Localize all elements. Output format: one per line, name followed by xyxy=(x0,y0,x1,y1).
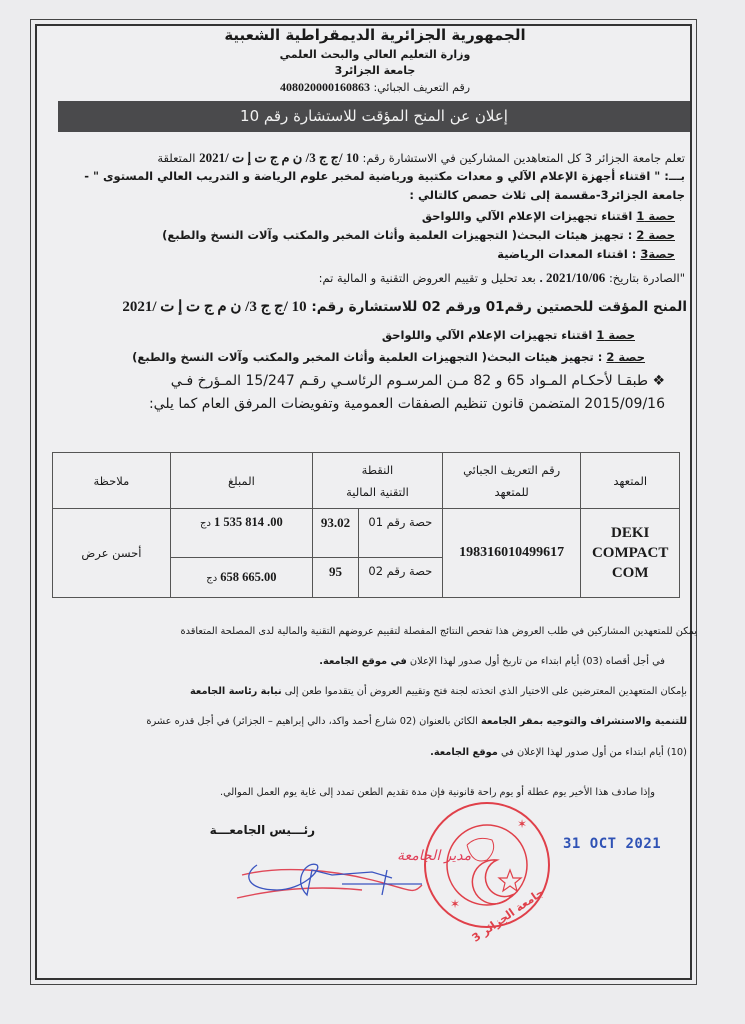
seal-text: جامعة الجزائر 3 xyxy=(469,885,547,945)
intro-line-1 xyxy=(157,150,685,166)
amount-cell xyxy=(170,509,312,558)
tax-id xyxy=(180,80,570,95)
republic-title: الجمهورية الجزائرية الديمقراطية الشعبية xyxy=(224,26,526,44)
header-amount xyxy=(170,453,312,509)
header-text: رقم التعريف الجبائي xyxy=(463,462,561,477)
header-text: للمتعهد xyxy=(494,484,529,499)
para2-line3 xyxy=(430,747,687,758)
lot-text: اقتناء تجهيزات الإعلام الآلي واللواحق xyxy=(421,209,633,223)
lot-text: : تجهيز هيئات البحث( التجهيزات العلمية وأثاث المخبر والمكتب وآلات النسخ والطبع) xyxy=(132,350,603,364)
currency: دج xyxy=(206,573,218,584)
tax-id-value: 408020000160863 xyxy=(279,80,370,94)
para-text: بإمكان المتعهدين المعترضين على الاختيار الذي اتخذته لجنة فتح وتقييم العروض أن يتقدموا طعن إلى xyxy=(284,686,687,697)
intro-text-end: المتعلقة xyxy=(157,151,196,165)
header-note xyxy=(53,453,171,509)
amount-cell xyxy=(170,558,312,598)
header-text: التقنية المالية xyxy=(346,484,409,499)
para3: وإذا صادف هذا الأخير يوم عطلة أو يوم راحة قانونية فإن مدة تقديم الطعن تمدد إلى غاية يوم العمل الموالي. xyxy=(219,787,655,798)
university-name: جامعة الجزائر3 xyxy=(334,64,416,77)
intro-line-3: جامعة الجزائر3-مقسمة إلى ثلاث حصص كالتالي : xyxy=(409,188,685,202)
date-stamp: 31 OCT 2021 xyxy=(563,836,662,852)
announcement-banner: إعلان عن المنح المؤقت للاستشارة رقم 10 xyxy=(58,101,690,132)
issued-prefix: "الصادرة بتاريخ: xyxy=(608,271,685,285)
intro-lot-1 xyxy=(422,209,675,223)
award-lot-2 xyxy=(132,350,645,364)
currency: دج xyxy=(200,518,211,529)
para-text: الكائن بالعنوان (02 شارع أحمد واكد، دالي إبراهيم – الجزائر) في أجل قدره عشرة xyxy=(146,716,478,727)
lot-label: حصة 1 xyxy=(596,328,635,342)
signature-title: رئـــيس الجامعـــة xyxy=(209,823,315,837)
para2-line1 xyxy=(190,686,687,697)
lot-label: حصة 2 xyxy=(606,350,645,364)
header-text: المتعهد xyxy=(613,473,648,488)
svg-text:مدير الجامعة: مدير الجامعة xyxy=(397,848,472,864)
intro-line-2: بـــ: " اقتناء أجهزة الإعلام الآلي و معدات مكتبية ورياضية لمخبر علوم الرياضة و التدريب العالي المستوى " - xyxy=(84,169,685,183)
amount-value: 658 665.00 xyxy=(220,570,277,584)
score-cell: 93.02 xyxy=(313,509,359,558)
header-text: المبلغ xyxy=(228,473,255,488)
lot-text: : اقتناء المعدات الرياضية xyxy=(497,247,637,261)
bidder-name: COMPACT xyxy=(591,545,669,561)
para2-line2 xyxy=(146,716,687,727)
legal-line-2: 2015/09/16 المتضمن قانون تنظيم الصفقات العمومية وتفويضات المرفق العام كما يلي: xyxy=(148,396,665,412)
handwritten-signature xyxy=(222,840,472,906)
award-title-text: المنح المؤقت للحصتين رقم01 ورقم 02 للاستشارة رقم: xyxy=(311,299,687,315)
header-score xyxy=(313,453,443,509)
para-text: (10) أيام ابتداء من أول صدور لهذا الإعلان في xyxy=(500,747,687,758)
amount-value: 1 535 814 .00 xyxy=(214,515,283,529)
tax-id-cell: 198316010499617 xyxy=(442,509,580,598)
issued-date: 2021/10/06 . xyxy=(539,270,606,285)
bidder-cell xyxy=(581,509,680,598)
header-text: ملاحظة xyxy=(93,473,130,488)
para-bold: للتنمية والاستشراف والتوجيه بمقر الجامعة xyxy=(481,716,687,727)
consultation-ref: 10 /ج ج 3/ ن م ج ت إ ت /2021 xyxy=(199,150,359,165)
lot-label: حصة 2 xyxy=(636,228,675,242)
tax-id-label: رقم التعريف الجبائي: xyxy=(373,81,471,94)
header-bidder xyxy=(581,453,680,509)
lot-label: حصة 1 xyxy=(636,209,675,223)
lot-text: اقتناء تجهيزات الإعلام الآلي واللواحق xyxy=(381,328,593,342)
lot-cell: حصة رقم 02 xyxy=(358,558,442,598)
award-ref: 10 /ج ج 3/ ن م ج ت إ ت /2021 xyxy=(122,299,307,315)
para-bold: في موقع الجامعة. xyxy=(319,656,407,667)
header-text: النقطة xyxy=(361,462,394,477)
issued-line xyxy=(319,270,685,286)
intro-text: تعلم جامعة الجزائر 3 كل المتعاهدين المشاركين في الاستشارة رقم: xyxy=(362,151,685,165)
legal-line-1: ❖ طبقـا لأحكـام المـواد 65 و 82 مـن المرسـوم الرئاسـي رقـم 15/247 المـؤرخ فـي xyxy=(170,373,665,389)
para-text: في أجل أقصاه (03) أيام ابتداء من تاريخ أول صدور لهذا الإعلان xyxy=(409,656,665,667)
table-row xyxy=(53,509,680,558)
award-lot-1 xyxy=(382,328,635,342)
intro-lot-2 xyxy=(162,228,675,242)
issued-suffix: بعد تحليل و تقييم العروض التقنية و المالية تم: xyxy=(318,271,536,285)
bidder-name: COM xyxy=(611,565,649,581)
lot-cell: حصة رقم 01 xyxy=(358,509,442,558)
para-bold: نيابة رئاسة الجامعة xyxy=(189,686,282,697)
university-seal xyxy=(422,800,552,945)
table-header-row xyxy=(53,453,680,509)
lot-label: حصة3 xyxy=(640,247,675,261)
para1-line1: يمكن للمتعهدين المشاركين في طلب العروض هذا تفحص النتائج المفصلة لتقييم عروضهم التقنية والمالية لدى المصلحة المتعاقدة xyxy=(180,626,697,637)
para1-line2 xyxy=(319,656,665,667)
intro-lot-3 xyxy=(497,247,675,261)
award-title xyxy=(122,297,687,316)
para-bold: موقع الجامعة. xyxy=(430,747,498,758)
bidder-name: DEKI xyxy=(611,525,650,541)
results-table xyxy=(52,452,680,598)
score-cell: 95 xyxy=(313,558,359,598)
svg-text:✶: ✶ xyxy=(517,817,528,831)
svg-text:✶: ✶ xyxy=(450,897,461,911)
ministry-name: وزارة التعليم العالي والبحث العلمي xyxy=(279,48,471,61)
header-tax-id xyxy=(442,453,580,509)
note-cell: أحسن عرض xyxy=(53,509,171,598)
lot-text: : تجهيز هيئات البحث( التجهيزات العلمية وأثاث المخبر والمكتب وآلات النسخ والطبع) xyxy=(162,228,633,242)
